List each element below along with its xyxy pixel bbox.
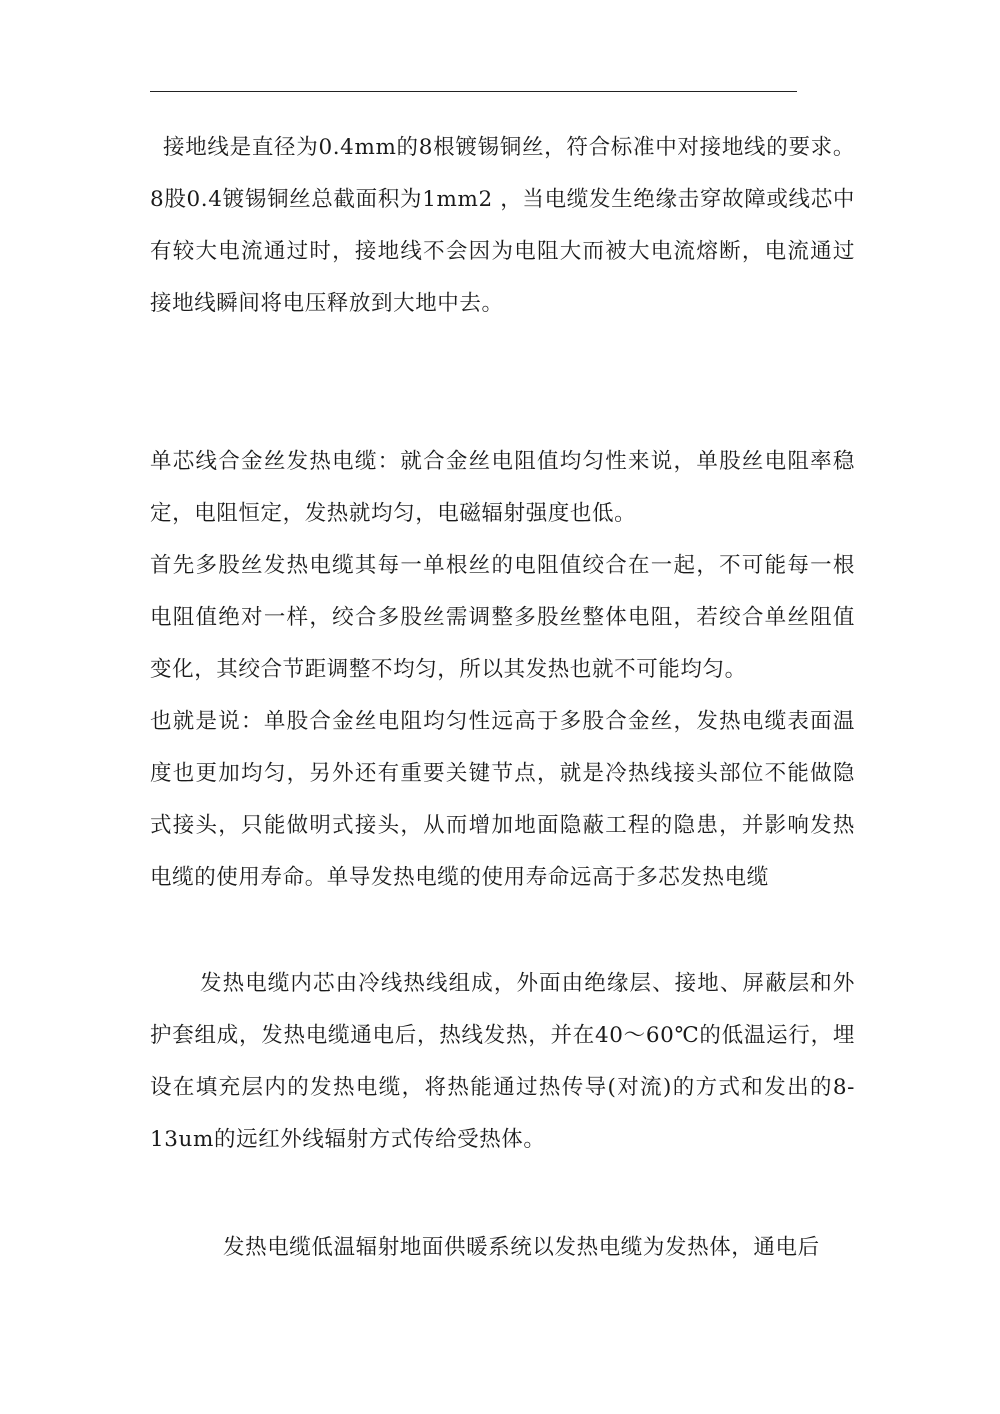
section-single-core bbox=[150, 436, 855, 904]
section-structure bbox=[150, 958, 855, 1166]
section-heating-system bbox=[150, 1222, 855, 1274]
paragraph-heating-system: 发热电缆低温辐射地面供暖系统以发热电缆为发热体，通电后 bbox=[223, 1235, 820, 1260]
paragraph-conclusion: 也就是说：单股合金丝电阻均匀性远高于多股合金丝，发热电缆表面温度也更加均匀，另外还有重要关键节点，就是冷热线接头部位不能做隐式接头，只能做明式接头，从而增加地面隐蔽工程的隐患，并影响发热电缆的使用寿命。单导发热电缆的使用寿命远高于多芯发热电缆 bbox=[150, 709, 855, 890]
paragraph-single-core-cable: 单芯线合金丝发热电缆：就合金丝电阻值均匀性来说，单股丝电阻率稳定，电阻恒定，发热就均匀，电磁辐射强度也低。 bbox=[150, 449, 855, 526]
paragraph-multi-strand-cable: 首先多股丝发热电缆其每一单根丝的电阻值绞合在一起，不可能每一根电阻值绝对一样，绞合多股丝需调整多股丝整体电阻，若绞合单丝阻值变化，其绞合节距调整不均匀，所以其发热也就不可能均匀。 bbox=[150, 553, 855, 682]
section-grounding bbox=[150, 122, 855, 330]
header-rule bbox=[150, 91, 797, 92]
paragraph-cable-structure: 发热电缆内芯由冷线热线组成，外面由绝缘层、接地、屏蔽层和外护套组成，发热电缆通电后，热线发热，并在40～60℃的低温运行，埋设在填充层内的发热电缆，将热能通过热传导(对流)的方式和发出的8-13um的远红外线辐射方式传给受热体。 bbox=[150, 971, 855, 1152]
paragraph-grounding-wire: 接地线是直径为0.4mm的8根镀锡铜丝，符合标准中对接地线的要求。8股0.4镀锡铜丝总截面积为1mm2 ，当电缆发生绝缘击穿故障或线芯中有较大电流通过时，接地线不会因为电阻大而被大电流熔断，电流通过接地线瞬间将电压释放到大地中去。 bbox=[150, 135, 855, 316]
